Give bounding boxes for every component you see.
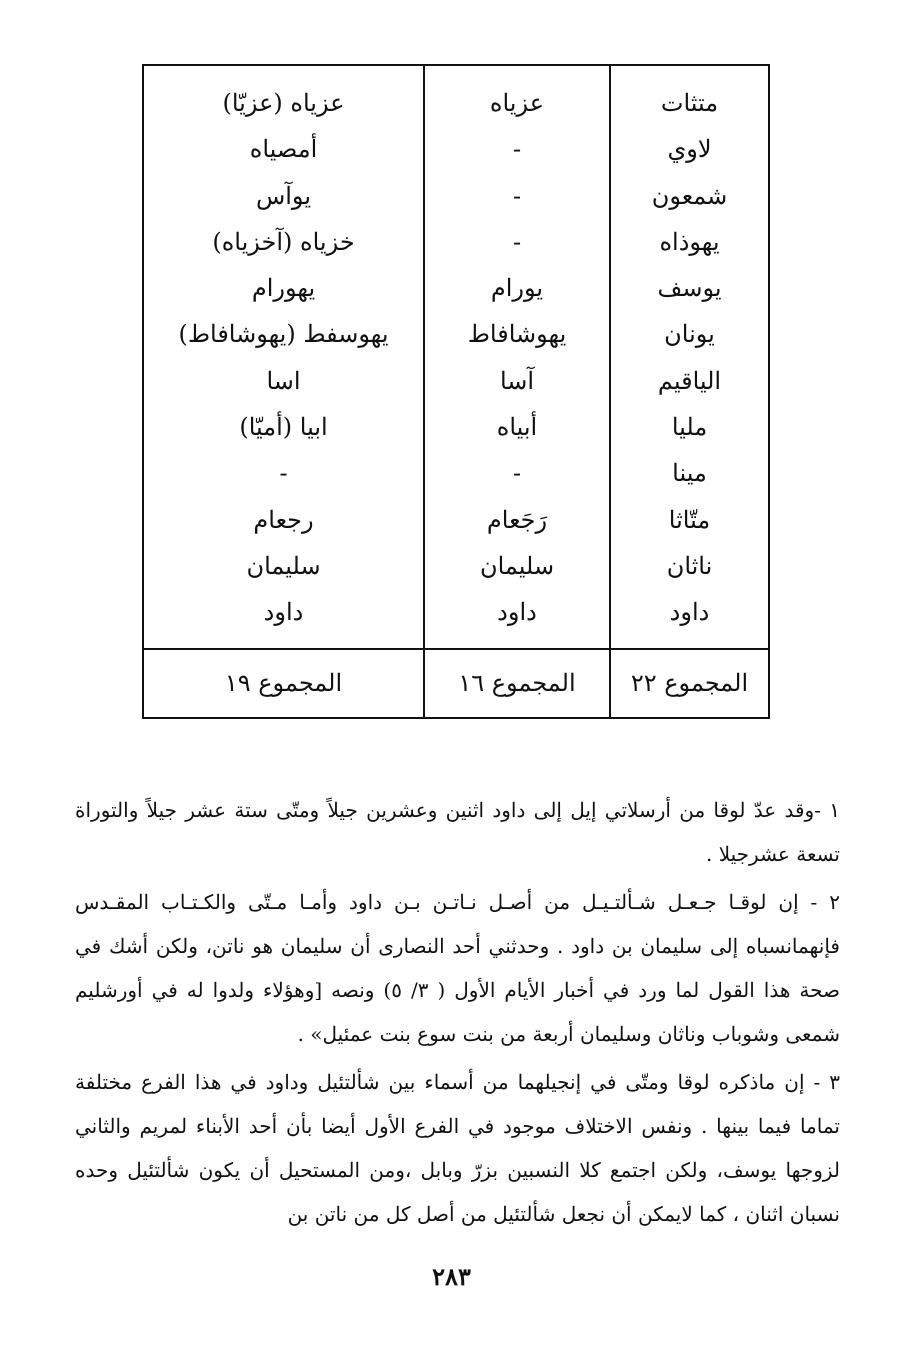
table-cell: يوسف <box>657 274 722 303</box>
table-cell: عزياه <box>489 89 545 117</box>
table-total-left: المجموع ١٩ <box>224 669 343 697</box>
table-cell: يهوشافاط <box>467 320 567 349</box>
footnote-3: ٣ - إن ماذكره لوقا ومتّى في إنجيلهما من أسماء بين شألتئيل وداود في هذا الفرع مختلفة تماما فيما بينها . ونفس الاختلاف موجود في الفرع الأول أيضا بأن أحد الأبناء لمريم والثاني لزوجها يوسف، ولكن اجتمع كلا النسبين بزرّ وبابل ،ومن المستحيل أن يكون شألتئيل وحده نسبان اثنان ، كما لايمكن أن نجعل شألتئيل من أصل كل من ناتن بن <box>75 1070 840 1226</box>
table-cell: يهورام <box>251 274 316 303</box>
table-cell: يورام <box>490 274 544 303</box>
table-cell: داود <box>263 598 304 627</box>
table-cell: خزياه (آخزياه) <box>212 227 355 256</box>
table-cell: داود <box>497 598 537 627</box>
table-cell: رجعام <box>253 505 314 534</box>
table-cell: مليا <box>671 413 708 442</box>
table-cell: يهوذاه <box>659 227 720 256</box>
table-cell: سليمان <box>479 551 555 580</box>
totals-divider <box>144 648 768 650</box>
footnote-2: ٢ - إن لوقـا جـعـل شـألتـيـل من أصـل نـاتـن بـن داود وأمـا مـتّى والكـتـاب المقـدس فإنهمانسباه إلى سليمان بن داود . وحدثني أحد النصارى أن سليمان هو ناتن، ولكن أشك في صحة هذا القول لما ورد في أخبار الأيام الأول ( ٣/ ٥) ونصه [وهؤلاء ولدوا له في أورشليم شمعى وشوباب وناثان وسليمان أربعة من بنت سوع بنت عمئيل» . <box>75 890 841 1046</box>
table-cell: ناثان <box>666 551 713 580</box>
table-cell: يونان <box>664 320 715 349</box>
table-cell: - <box>512 459 522 488</box>
footnote-1: ١ -وقد عدّ لوقا من أرسلاتي إيل إلى داود اثنين وعشرين جيلاً ومتّى ستة عشر جيلاً والتوراة تسعة عشرجيلا . <box>75 798 840 866</box>
table-cell: - <box>279 459 288 488</box>
page-number: ٢٨٣ <box>432 1262 471 1291</box>
table-cell: - <box>512 227 522 256</box>
table-cell: شمعون <box>651 181 728 210</box>
table-cell: - <box>512 135 522 164</box>
table-cell: لاوي <box>667 135 712 164</box>
table-cell: داود <box>669 598 710 627</box>
table-cell: آسا <box>499 366 535 395</box>
footnotes <box>75 788 840 1240</box>
table-cell: متثات <box>660 89 719 117</box>
table-cell: مينا <box>672 459 707 488</box>
genealogy-table <box>142 64 770 719</box>
table-total-middle: المجموع ١٦ <box>458 669 576 697</box>
table-cell: اسا <box>266 366 301 395</box>
table-column-left <box>144 80 423 636</box>
table-cell: رَجَعام <box>486 505 548 534</box>
table-total-right: المجموع ٢٢ <box>630 669 749 697</box>
table-cell: يوآس <box>255 181 312 210</box>
table-cell: أبياه <box>496 413 538 442</box>
table-cell: الياقيم <box>657 366 722 395</box>
table-cell: سليمان <box>246 551 321 580</box>
table-column-right <box>611 80 768 636</box>
table-column-middle <box>425 80 609 636</box>
table-cell: عزياه (عزيّا) <box>222 89 345 117</box>
table-cell: متّاثا <box>668 505 711 534</box>
table-cell: ابيا (أميّا) <box>239 413 328 442</box>
table-cell: يهوسفط (يهوشافاط) <box>178 320 389 349</box>
table-cell: أمصياه <box>249 135 318 164</box>
table-cell: - <box>512 181 522 210</box>
